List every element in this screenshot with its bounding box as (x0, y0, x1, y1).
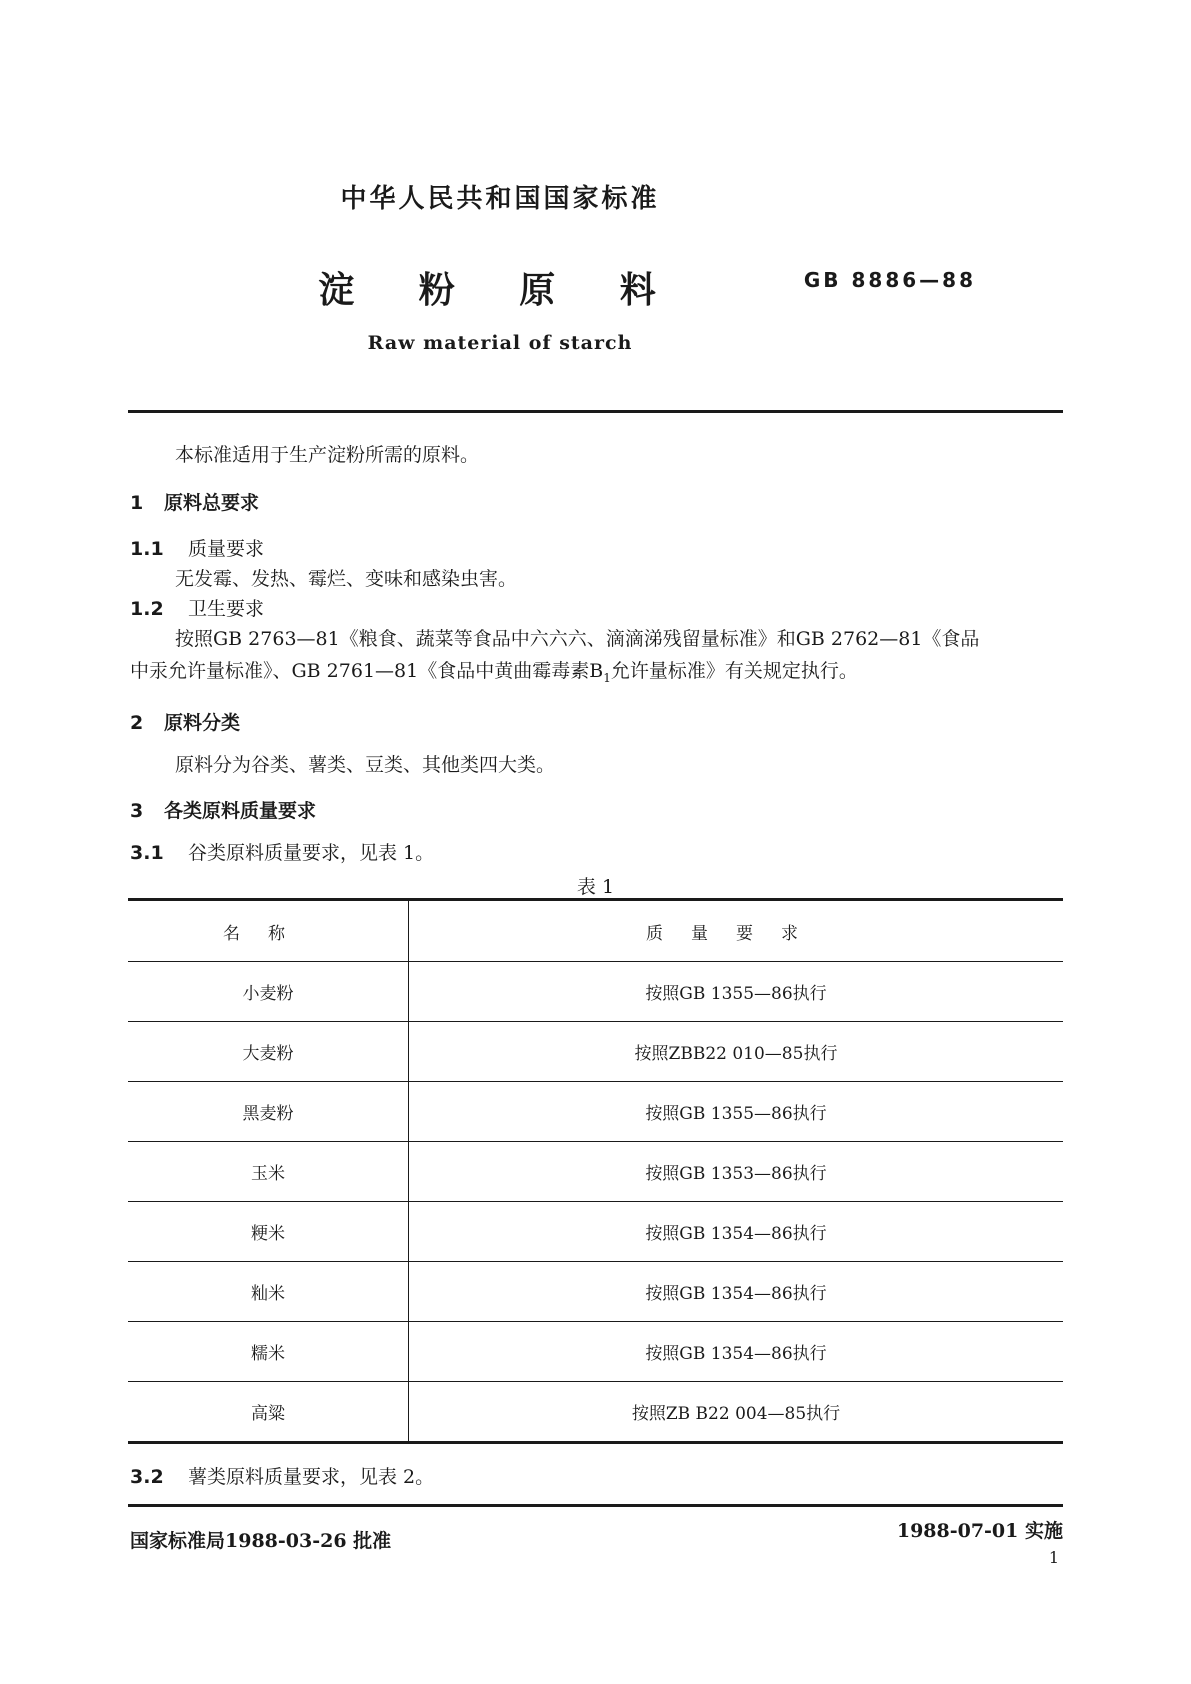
quality-requirement: 按照GB 1354—86执行 (409, 1262, 1064, 1322)
section-title: 各类原料质量要求 (164, 800, 317, 822)
section-number: 3.1 (130, 842, 164, 864)
subscript: 1 (603, 670, 611, 685)
quality-requirement: 按照GB 1355—86执行 (409, 962, 1064, 1022)
section-1-2-heading (130, 594, 264, 621)
section-number: 1 (130, 492, 144, 514)
quality-requirement: 按照GB 1353—86执行 (409, 1142, 1064, 1202)
section-3-heading (130, 796, 316, 823)
section-number: 3 (130, 800, 144, 822)
section-text: 薯类原料质量要求，见表 2。 (188, 1466, 435, 1488)
table-row (128, 962, 1063, 1022)
page-number: 1 (1048, 1548, 1059, 1567)
section-1-2-body-line1: 按照GB 2763—81《粮食、蔬菜等食品中六六六、滴滴涕残留量标准》和GB 2762—81《食品 (175, 628, 980, 650)
section-2-body: 原料分为谷类、薯类、豆类、其他类四大类。 (175, 754, 556, 776)
section-title: 质量要求 (188, 538, 265, 560)
header-divider (128, 410, 1063, 413)
section-number: 2 (130, 712, 144, 734)
material-name: 高粱 (128, 1382, 409, 1443)
standard-code: GB 8886—88 (803, 268, 976, 292)
section-1-heading (130, 488, 259, 515)
section-text: 谷类原料质量要求，见表 1。 (188, 842, 435, 864)
quality-requirement: 按照ZB B22 004—85执行 (409, 1382, 1064, 1443)
quality-requirement: 按照GB 1354—86执行 (409, 1202, 1064, 1262)
table-row (128, 1322, 1063, 1382)
section-2-heading (130, 708, 240, 735)
material-name: 糯米 (128, 1322, 409, 1382)
issuing-authority: 中华人民共和国国家标准 (340, 184, 660, 214)
footer-divider (128, 1504, 1063, 1507)
section-title: 原料分类 (164, 712, 241, 734)
material-name: 玉米 (128, 1142, 409, 1202)
effective-date: 1988-07-01 实施 (896, 1520, 1063, 1542)
material-name: 粳米 (128, 1202, 409, 1262)
material-name: 大麦粉 (128, 1022, 409, 1082)
section-title: 原料总要求 (164, 492, 260, 514)
section-3-1-line (130, 838, 434, 865)
column-header-name: 名称 (128, 900, 409, 962)
body-text: 中汞允许量标准》、GB 2761—81《食品中黄曲霉毒素B (130, 660, 604, 682)
table-row (128, 1262, 1063, 1322)
column-header-requirement: 质量要求 (409, 900, 1064, 962)
table-row (128, 1082, 1063, 1142)
section-number: 1.1 (130, 538, 164, 560)
table-row (128, 1202, 1063, 1262)
section-1-1-heading (130, 534, 264, 561)
table-1-caption: 表 1 (576, 876, 615, 898)
table-row (128, 1022, 1063, 1082)
section-3-2-line (130, 1462, 434, 1489)
table-header-row (128, 900, 1063, 962)
table-1 (128, 898, 1063, 1444)
approval-date: 国家标准局1988-03-26 批准 (130, 1530, 392, 1552)
table-row (128, 1382, 1063, 1443)
english-title: Raw material of starch (367, 332, 633, 354)
material-name: 小麦粉 (128, 962, 409, 1022)
section-1-2-body-line2 (130, 656, 858, 685)
material-name: 籼米 (128, 1262, 409, 1322)
section-number: 1.2 (130, 598, 164, 620)
material-name: 黑麦粉 (128, 1082, 409, 1142)
quality-requirement: 按照ZBB22 010—85执行 (409, 1022, 1064, 1082)
table-row (128, 1142, 1063, 1202)
section-number: 3.2 (130, 1466, 164, 1488)
section-title: 卫生要求 (188, 598, 265, 620)
body-text: 允许量标准》有关规定执行。 (610, 660, 858, 682)
quality-requirement: 按照GB 1355—86执行 (409, 1082, 1064, 1142)
section-1-1-body: 无发霉、发热、霉烂、变味和感染虫害。 (175, 568, 518, 590)
scope-statement: 本标准适用于生产淀粉所需的原料。 (175, 444, 480, 466)
document-title: 淀 粉 原 料 (318, 269, 682, 311)
quality-requirement: 按照GB 1354—86执行 (409, 1322, 1064, 1382)
